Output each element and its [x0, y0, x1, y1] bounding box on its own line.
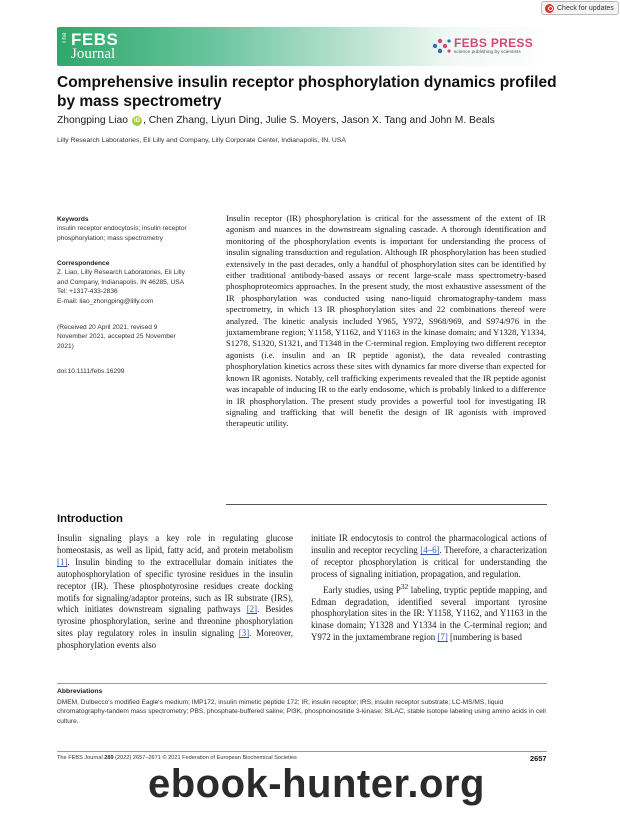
- text-run: . Besides tyrosine phosphorylation, serine and threonine phosphorylation sites play regulatory roles in insulin signaling: [57, 604, 294, 639]
- footer-citation: [57, 755, 297, 761]
- febs-press-dots-icon: [432, 37, 452, 55]
- dates-line: November 2021, accepted 25 November: [57, 333, 176, 341]
- intro-column-left: [57, 533, 293, 652]
- keywords-block: [57, 215, 217, 243]
- keywords-line: insulin receptor endocytosis; insulin receptor: [57, 225, 187, 233]
- check-for-updates-button[interactable]: [541, 1, 619, 15]
- dates-line: 2021): [57, 342, 74, 350]
- author-list: [57, 115, 577, 126]
- dates-line: (Received 20 April 2021, revised 9: [57, 324, 158, 331]
- text-run: initiate IR endocytosis to control the pharmacological actions of insulin and receptor recycling: [311, 533, 547, 555]
- correspondence-email[interactable]: E-mail: liao_zhongping@lilly.com: [57, 297, 154, 305]
- keywords-line: phosphorylation; mass spectrometry: [57, 234, 163, 242]
- abstract-divider: [226, 504, 547, 505]
- text-run: [numbering is based: [447, 632, 522, 643]
- correspondence-line: Tel: +1317-433-2836: [57, 288, 118, 296]
- dates-block: [57, 323, 217, 351]
- intro-paragraph: [57, 533, 293, 652]
- text-run: . Insulin binding to the extracellular domain initiates the autophosphorylation of specific tyrosine residues in the insulin receptor (IR). These phosphotyrosine residues create docking motifs for signaling/adaptor proteins, such as IR substrate (IRS), which initiates downstream signaling pathways: [57, 556, 293, 615]
- intro-column-right: [311, 533, 547, 644]
- press-name: FEBS PRESS: [454, 36, 534, 50]
- citation-link[interactable]: [2]: [246, 604, 258, 615]
- correspondence-line: Z. Liao, Lilly Research Laboratories, Eli Lilly: [57, 269, 185, 277]
- footer-journal: The FEBS Journal: [57, 755, 105, 761]
- intro-paragraph: [311, 533, 547, 581]
- text-run: . Moreover, phosphorylation events also: [57, 628, 294, 651]
- article-title: Comprehensive insulin receptor phosphorylation dynamics profiled by mass spectrometry: [57, 74, 557, 110]
- correspondence-heading: Correspondence: [57, 260, 110, 267]
- first-author[interactable]: Zhongping Liao: [57, 115, 128, 126]
- abbreviations-divider: [57, 683, 547, 684]
- abstract-text: Insulin receptor (IR) phosphorylation is critical for the assessment of the extent of IR agonism and nuances in the downstream signaling cascade. A thorough identification and monitoring of the phosphorylation events is important for understanding the process of insulin signaling transduction and regulation. Although IR phosphorylation has been studied extensively in the past decades, only a handful of phosphorylation sites can be identified by either traditional antibody-based assays or recent large-scale mass spectrometry-based phosphoproteomics approaches. In the present study, the most exhaustive assessment of the IR phosphorylation was conducted using nano-liquid chromatography-tandem mass spectrometry, in which 13 IR phosphorylation sites and 22 combinations thereof were analyzed. The kinetic analysis included Y965, Y972, S968/969, and S974/976 in the juxtamembrane region; Y1158, Y1162, and Y1163 in the kinase domain; and Y1328, Y1334, S1278, S1320, S1321, and T1348 in the C-terminal region. Employing two different receptor agonists (i.e. insulin and an IR peptide agonist), the data revealed contrasting phosphorylation kinetics across these sites with dynamics far more diverse than expected for known IR agonists. Notably, cell trafficking experiments revealed that the IR peptide agonist was incapable of inducing IR to the early endosome, which is probably linked to a difference in IR phosphorylation. The present study provides a powerful tool for investigating IR signaling and trafficking that will benefit the design of IR agonists with improved therapeutic utility.: [226, 213, 546, 429]
- intro-paragraph: [311, 581, 547, 645]
- febs-press-logo: [432, 36, 542, 58]
- logo-journal: Journal: [71, 46, 116, 62]
- text-run: labeling, tryptic peptide mapping, and Edman degradation, identified several important tyrosine phosphorylation sites in the IR: Y1158, Y1162, and Y1163 in the kinase domain; Y1328 and Y1334 in the C-terminal region; and Y972 in the juxtamembrane region: [311, 584, 547, 643]
- febs-journal-logo: [62, 30, 142, 64]
- affiliation: Lilly Research Laboratories, Eli Lilly and Company, Lilly Corporate Center, Indianapolis, IN, USA: [57, 137, 346, 144]
- abbreviations-text: DMEM, Dulbecco's modified Eagle's medium; IMP172, insulin mimetic peptide 172; IR, insulin receptor; IRS, insulin receptor substrate; LC-MS/MS, liquid chromatography-tandem mass spectrometry; PBS, phosphate-buffered saline; PI3K, phosphoinositide 3-kinase; SILAC, stable isotope labeling using amino acids in cell culture.: [57, 699, 546, 725]
- watermark: ebook-hunter.org: [148, 762, 485, 806]
- logo-the: The: [62, 32, 68, 44]
- citation-link[interactable]: [4–6]: [420, 544, 440, 555]
- correspondence-line: and Company, Indianapolis, IN 46285, USA: [57, 278, 185, 286]
- superscript: 32: [400, 581, 409, 591]
- citation-link[interactable]: [3]: [238, 628, 250, 639]
- keywords-heading: Keywords: [57, 216, 89, 223]
- abbreviations-heading: Abbreviations: [57, 688, 103, 695]
- doi[interactable]: doi:10.1111/febs.16299: [57, 368, 125, 375]
- page-number: 2657: [530, 754, 547, 763]
- orcid-icon[interactable]: iD: [134, 117, 140, 124]
- press-tagline: science publishing by scientists: [454, 50, 521, 55]
- correspondence-block: [57, 259, 217, 306]
- citation-link[interactable]: [7]: [437, 632, 448, 643]
- check-updates-label: Check for updates: [557, 4, 614, 12]
- footer-rest: (2022) 2657–2671 © 2021 Federation of European Biochemical Societies: [113, 755, 297, 761]
- citation-link[interactable]: [1]: [57, 556, 68, 567]
- footer-volume: 289: [104, 755, 114, 761]
- logo-febs: FEBS: [71, 30, 119, 49]
- coauthors: , Chen Zhang, Liyun Ding, Julie S. Moyers, Jason X. Tang and John M. Beals: [143, 115, 495, 126]
- check-updates-icon: [545, 4, 554, 13]
- text-run: . Therefore, a characterization of receptor phosphorylation is critical for understanding the process of signaling initiation, propagation, and regulation.: [311, 544, 547, 579]
- footer-divider: [57, 751, 547, 752]
- introduction-heading: Introduction: [57, 513, 123, 525]
- text-run: Insulin signaling plays a key role in regulating glucose homeostasis, as well as lipid, fatty acid, and protein metabolism: [57, 533, 293, 555]
- text-run: Early studies, using P: [323, 584, 401, 595]
